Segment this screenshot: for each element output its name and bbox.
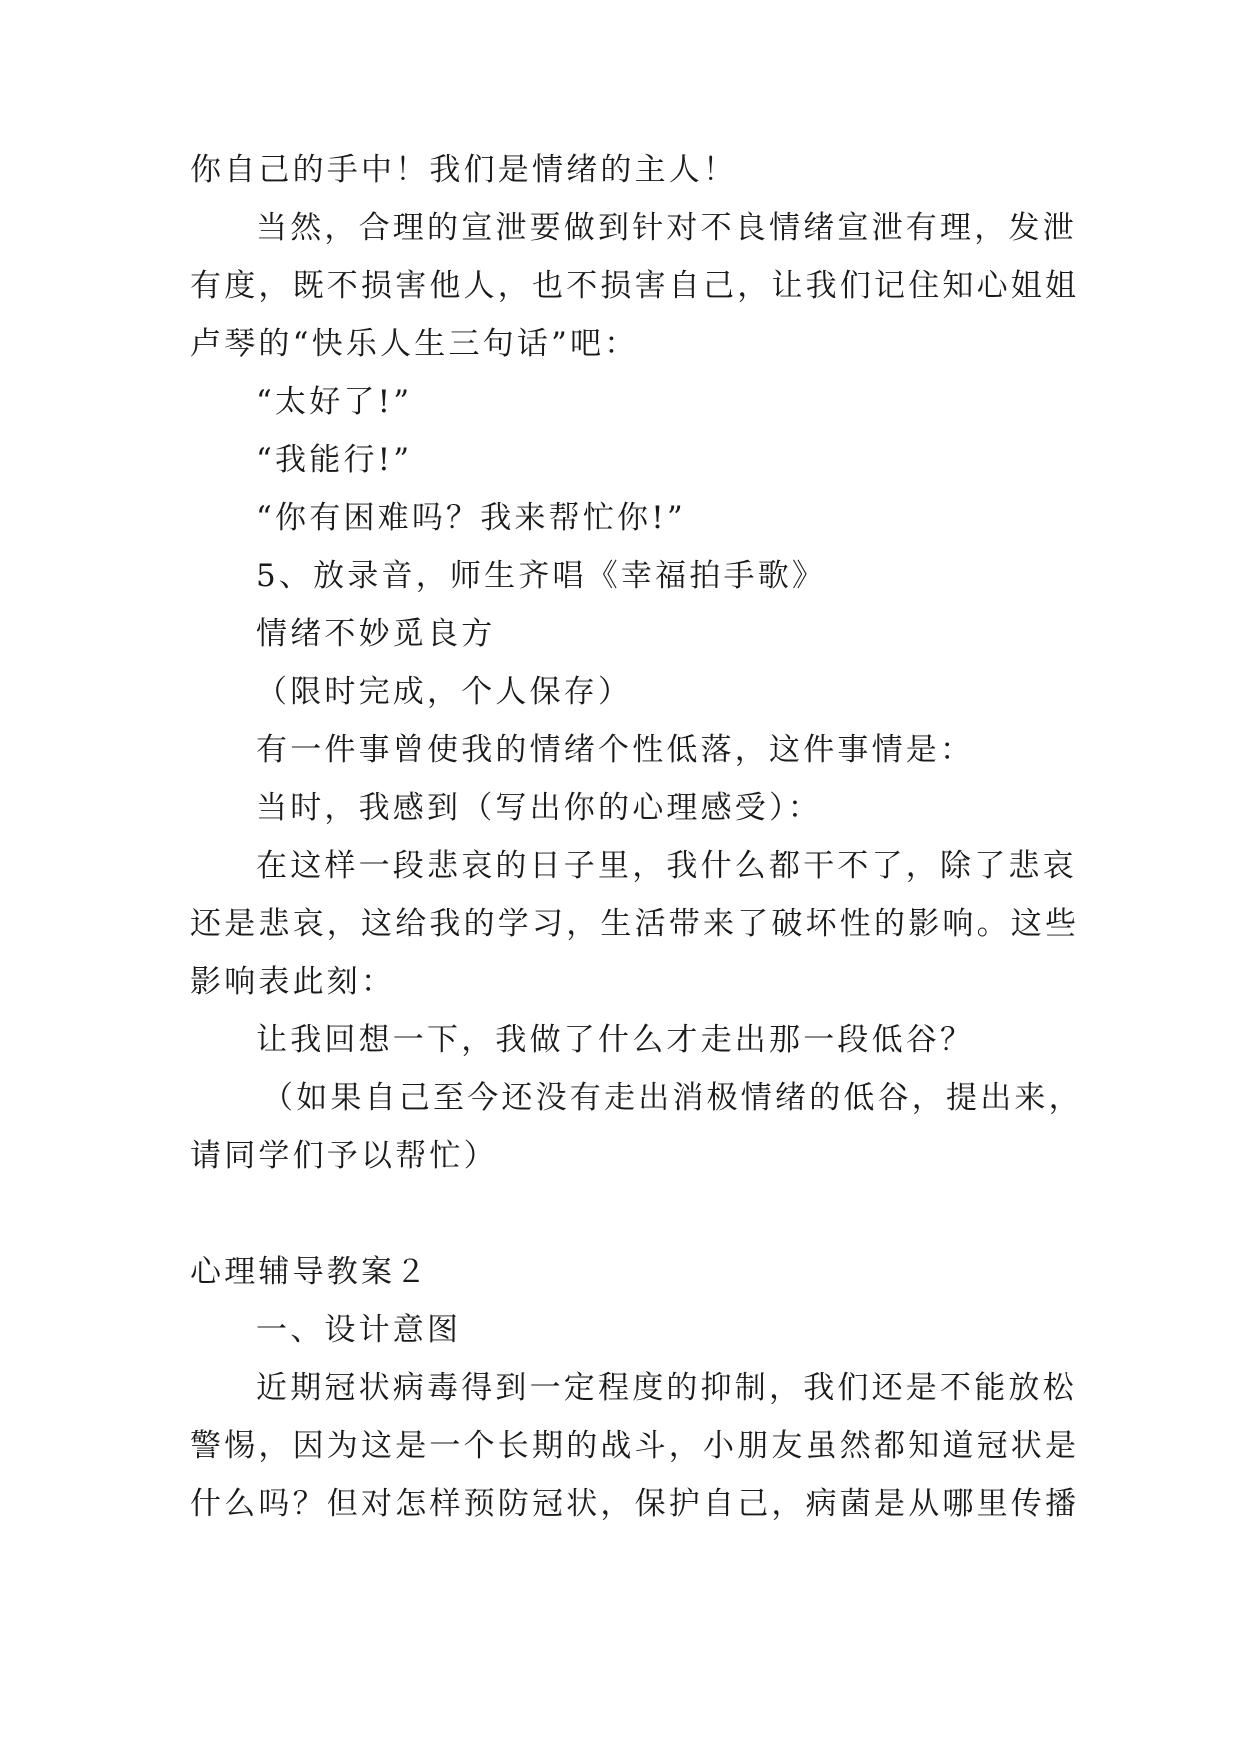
text-line: 卢琴的“快乐人生三句话”吧：	[190, 326, 639, 362]
text-line: 在这样一段悲哀的日子里，我什么都干不了，除了悲哀	[256, 848, 1077, 884]
section-heading: 心理辅导教案２	[190, 1254, 430, 1290]
text-line: 什么吗？但对怎样预防冠状，保护自己，病菌是从哪里传播	[190, 1486, 1080, 1522]
text-line: 请同学们予以帮忙）	[190, 1138, 498, 1174]
quote-line: “太好了!”	[256, 384, 413, 420]
text-line: 当然，合理的宣泄要做到针对不良情绪宣泄有理，发泄	[256, 210, 1077, 246]
text-line: 有一件事曾使我的情绪个性低落，这件事情是：	[256, 732, 975, 768]
text-line: 近期冠状病毒得到一定程度的抑制，我们还是不能放松	[256, 1370, 1077, 1406]
text-line: 影响表此刻：	[190, 964, 396, 1000]
text-line: 情绪不妙觅良方	[256, 616, 496, 652]
quote-line: “我能行!”	[256, 442, 413, 478]
text-line: 当时，我感到（写出你的心理感受）：	[256, 790, 822, 826]
subheading: 一、设计意图	[256, 1312, 462, 1348]
text-line: （限时完成，个人保存）	[256, 674, 633, 710]
text-line: 让我回想一下，我做了什么才走出那一段低谷？	[256, 1022, 975, 1058]
text-line: 有度，既不损害他人，也不损害自己，让我们记住知心姐姐	[190, 268, 1080, 304]
text-line: 你自己的手中！我们是情绪的主人！	[190, 152, 738, 188]
step-line: 5、放录音，师生齐唱《幸福拍手歌》	[256, 558, 827, 594]
text-line: （如果自己至今还没有走出消极情绪的低谷，提出来，	[262, 1080, 1083, 1116]
text-line: 警惕，因为这是一个长期的战斗，小朋友虽然都知道冠状是	[190, 1428, 1080, 1464]
quote-line: “你有困难吗？我来帮忙你!”	[256, 500, 686, 536]
text-line: 还是悲哀，这给我的学习，生活带来了破坏性的影响。这些	[190, 906, 1080, 942]
